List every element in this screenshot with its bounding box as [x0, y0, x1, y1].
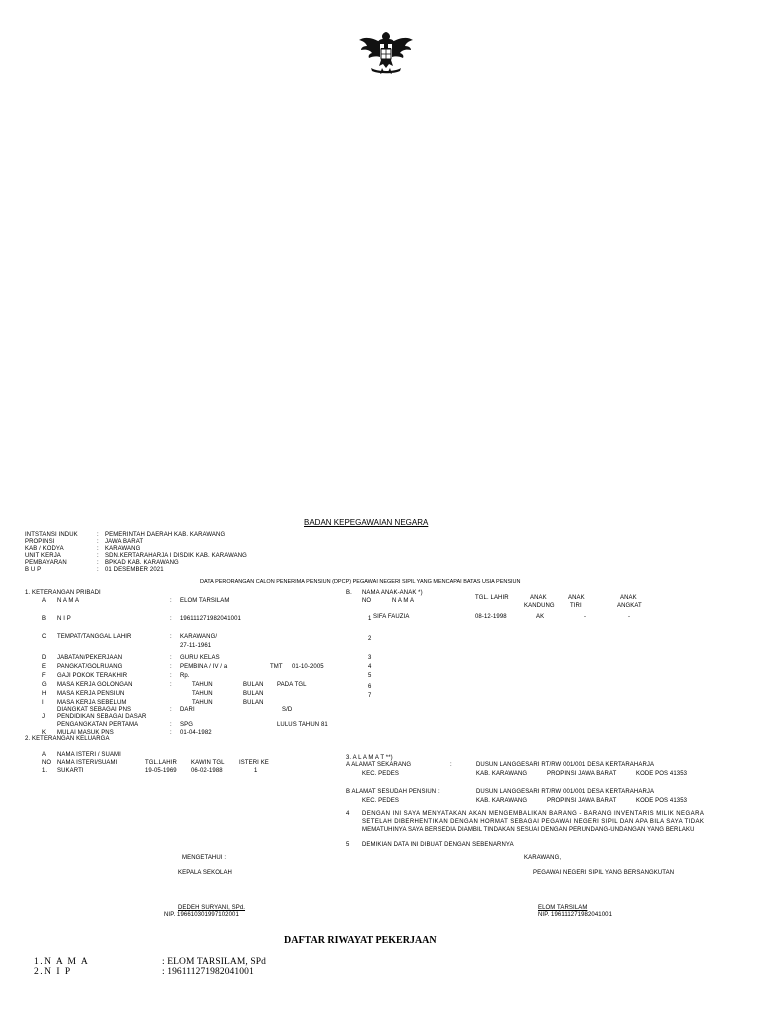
col-tgl-lahir: TGL.LAHIR: [145, 760, 177, 766]
row-value: TAHUN: [192, 691, 213, 697]
row-label: N I P: [57, 616, 71, 622]
section-heading: 1. KETERANGAN PRIBADI: [25, 590, 101, 596]
col-no: NO: [42, 760, 52, 766]
section-heading: 2. KETERANGAN KELUARGA: [25, 736, 110, 742]
child-no: 1: [368, 616, 372, 622]
address-label: A ALAMAT SEKARANG: [346, 762, 412, 768]
row-value: SPG: [180, 722, 193, 728]
child-kandung: AK: [536, 614, 545, 620]
col-anak: ANAK: [620, 595, 637, 601]
field-label: PROPINSI: [25, 539, 55, 545]
spouse-no: 1.: [42, 768, 48, 774]
field-value: SDN.KERTARAHARJA I DISDIK KAB. KARAWANG: [105, 553, 247, 559]
row-value: TAHUN: [192, 700, 213, 706]
sd-label: S/D: [282, 707, 293, 713]
row-value: 01-04-1982: [180, 730, 212, 736]
col-tgl: TGL. LAHIR: [475, 595, 509, 601]
field-colon: :: [97, 553, 99, 559]
row-label: PENGANGKATAN PERTAMA: [57, 722, 139, 728]
col-anak-sub: KANDUNG: [524, 603, 555, 609]
field-value: PEMERINTAH DAERAH KAB. KARAWANG: [105, 532, 226, 538]
document-subtitle: DATA PERORANGAN CALON PENERIMA PENSIUN (DPCP) PEGAWAI NEGERI SIPIL YANG MENCAPAI BATAS USIA PENSIUN: [200, 579, 521, 585]
section-heading: NAMA ANAK-ANAK *): [362, 590, 423, 596]
statement-line: MEMATUHINYA SAYA BERSEDIA DIAMBIL TINDAKAN SESUAI DENGAN PERUNDANG-UNDANGAN YANG BERLAKU: [362, 827, 695, 833]
signature-left-nip: NIP. 196610301997102001: [164, 912, 239, 918]
row-colon: :: [170, 616, 172, 622]
row-code: I: [42, 700, 44, 706]
riwayat-label: 1.N A M A: [34, 957, 90, 967]
row-colon: :: [170, 664, 172, 670]
row-number: 4: [368, 664, 372, 670]
row-code: K: [42, 730, 47, 736]
spouse-tgl-lahir: 19-05-1969: [145, 768, 177, 774]
field-value: KARAWANG: [105, 546, 141, 552]
statement-line: DEMIKIAN DATA INI DIBUAT DENGAN SEBENARNYA: [362, 842, 514, 848]
address-colon: :: [450, 762, 452, 768]
address-prop: PROPINSI JAWA BARAT: [547, 771, 617, 777]
col-no: NO: [362, 598, 372, 604]
field-label: PEMBAYARAN: [25, 560, 67, 566]
signature-left-name: DEDEH SURYANI, SPd.: [178, 905, 246, 911]
row-value: KARAWANG/: [180, 634, 218, 640]
col-anak: ANAK: [530, 595, 547, 601]
child-tgl: 08-12-1998: [475, 614, 507, 620]
signature-right-nip: NIP. 196111271982041001: [538, 912, 613, 918]
field-value: JAWA BARAT: [105, 539, 144, 545]
col-name-header: NAMA ISTERI/SUAMI: [57, 760, 118, 766]
statement-line: SETELAH DIBERHENTIKAN DENGAN HORMAT SEBAGAI PEGAWAI NEGERI SIPIL DAN APA BILA SAYA TIDAK: [362, 819, 705, 825]
field-colon: :: [97, 567, 99, 573]
signature-left-role: KEPALA SEKOLAH: [178, 870, 232, 876]
address-value: DUSUN LANGGESARI RT/RW 001/001 DESA KERTARAHARJA: [476, 762, 655, 768]
field-colon: :: [97, 560, 99, 566]
address-kec: KEC. PEDES: [362, 771, 400, 777]
riwayat-value: : ELOM TARSILAM, SPd: [162, 957, 266, 967]
lulus-label: LULUS TAHUN 81: [277, 722, 328, 728]
spouse-kawin: 06-02-1988: [191, 768, 223, 774]
col-name-header: NAMA ISTERI / SUAMI: [57, 752, 121, 758]
agency-title: BADAN KEPEGAWAIAN NEGARA: [304, 518, 429, 527]
row-code: J: [42, 714, 46, 720]
row-number: 5: [368, 673, 372, 679]
row-label: MULAI MASUK PNS: [57, 730, 114, 736]
tmt-value: 01-10-2005: [292, 664, 324, 670]
address-kec: KEC. PEDES: [362, 798, 400, 804]
col-name: N A M A: [392, 598, 415, 604]
col-isteri-ke: ISTERI KE: [239, 760, 269, 766]
signature-right-name: ELOM TARSILAM: [538, 905, 588, 911]
row-code: D: [42, 655, 47, 661]
row-colon: :: [170, 598, 172, 604]
row-code: E: [42, 664, 47, 670]
row-value: TAHUN: [192, 682, 213, 688]
signature-right-place: KARAWANG,: [524, 855, 562, 861]
col-a: A: [42, 752, 47, 758]
row-code: C: [42, 634, 47, 640]
row-label: JABATAN/PEKERJAAN: [57, 655, 123, 661]
row-value: PEMBINA / IV / a: [180, 664, 228, 670]
field-label: UNIT KERJA: [25, 553, 61, 559]
row-colon: :: [170, 682, 172, 688]
row-label: PENDIDIKAN SEBAGAI DASAR: [57, 714, 147, 720]
field-colon: :: [97, 539, 99, 545]
section-heading: 3. A L A M A T **): [346, 755, 393, 761]
row-label: TEMPAT/TANGGAL LAHIR: [57, 634, 132, 640]
field-value: 01 DESEMBER 2021: [105, 567, 164, 573]
row-number: 3: [368, 655, 372, 661]
section-code: B.: [346, 590, 352, 596]
field-colon: :: [97, 546, 99, 552]
field-label: B U P: [25, 567, 42, 573]
row-label: DIANGKAT SEBAGAI PNS: [57, 707, 132, 713]
row-value: GURU KELAS: [180, 655, 220, 661]
row-value: DARI: [180, 707, 195, 713]
statement-number: 5: [346, 842, 350, 848]
row-code: B: [42, 616, 47, 622]
row-label: PANGKAT/GOLRUANG: [57, 664, 123, 670]
tmt-label: TMT: [270, 664, 283, 670]
address-kab: KAB. KARAWANG: [476, 771, 528, 777]
col-anak-sub: TIRI: [570, 603, 582, 609]
pada-tgl-label: PADA TGL: [277, 682, 307, 688]
row-code: F: [42, 673, 46, 679]
row-colon: :: [170, 707, 172, 713]
row-value: 196111271982041001: [180, 616, 241, 622]
bulan-label: BULAN: [243, 682, 264, 688]
row-label: MASA KERJA PENSIUN: [57, 691, 125, 697]
riwayat-value: : 196111271982041001: [162, 967, 254, 977]
row-number: 6: [368, 684, 372, 690]
field-label: KAB / KODYA: [25, 546, 64, 552]
spouse-ke: 1: [254, 768, 258, 774]
riwayat-title: DAFTAR RIWAYAT PEKERJAAN: [284, 935, 437, 946]
row-label: N A M A: [57, 598, 80, 604]
field-value: BPKAD KAB. KARAWANG: [105, 560, 179, 566]
col-kawin: KAWIN TGL: [191, 760, 225, 766]
col-anak-sub: ANGKAT: [617, 603, 642, 609]
row-label: MASA KERJA GOLONGAN: [57, 682, 133, 688]
address-value: DUSUN LANGGESARI RT/RW 001/001 DESA KERTARAHARJA: [476, 789, 655, 795]
row-colon: :: [170, 655, 172, 661]
signature-left-title: MENGETAHUI :: [182, 855, 227, 861]
row-colon: :: [170, 673, 172, 679]
bulan-label: BULAN: [243, 700, 264, 706]
address-pos: KODE POS 41353: [636, 771, 688, 777]
child-tiri: -: [584, 614, 587, 620]
row-value: 27-11-1961: [180, 643, 212, 649]
signature-right-role: PEGAWAI NEGERI SIPIL YANG BERSANGKUTAN: [533, 870, 675, 876]
child-angkat: -: [628, 614, 631, 620]
field-label: INTSTANSI INDUK: [25, 532, 78, 538]
address-label: B ALAMAT SESUDAH PENSIUN :: [346, 789, 440, 795]
col-anak: ANAK: [568, 595, 585, 601]
bulan-label: BULAN: [243, 691, 264, 697]
statement-number: 4: [346, 811, 350, 817]
child-name: SIFA FAUZIA: [373, 614, 410, 620]
row-value: ELOM TARSILAM: [180, 598, 230, 604]
row-code: A: [42, 598, 47, 604]
row-number: 7: [368, 693, 372, 699]
spouse-name: SUKARTI: [57, 768, 84, 774]
row-code: H: [42, 691, 47, 697]
address-prop: PROPINSI JAWA BARAT: [547, 798, 617, 804]
row-colon: :: [170, 634, 172, 640]
row-number: 2: [368, 636, 372, 642]
row-label: GAJI POKOK TERAKHIR: [57, 673, 128, 679]
field-colon: :: [97, 532, 99, 538]
row-label: MASA KERJA SEBELUM: [57, 700, 127, 706]
row-value: Rp.: [180, 673, 190, 679]
row-colon: :: [170, 722, 172, 728]
row-code: G: [42, 682, 47, 688]
statement-line: DENGAN INI SAYA MENYATAKAN AKAN MENGEMBALIKAN BARANG - BARANG INVENTARIS MILIK NEGARA: [362, 811, 705, 817]
address-kab: KAB. KARAWANG: [476, 798, 528, 804]
address-pos: KODE POS 41353: [636, 798, 688, 804]
row-colon: :: [170, 730, 172, 736]
riwayat-label: 2.N I P: [34, 967, 72, 977]
